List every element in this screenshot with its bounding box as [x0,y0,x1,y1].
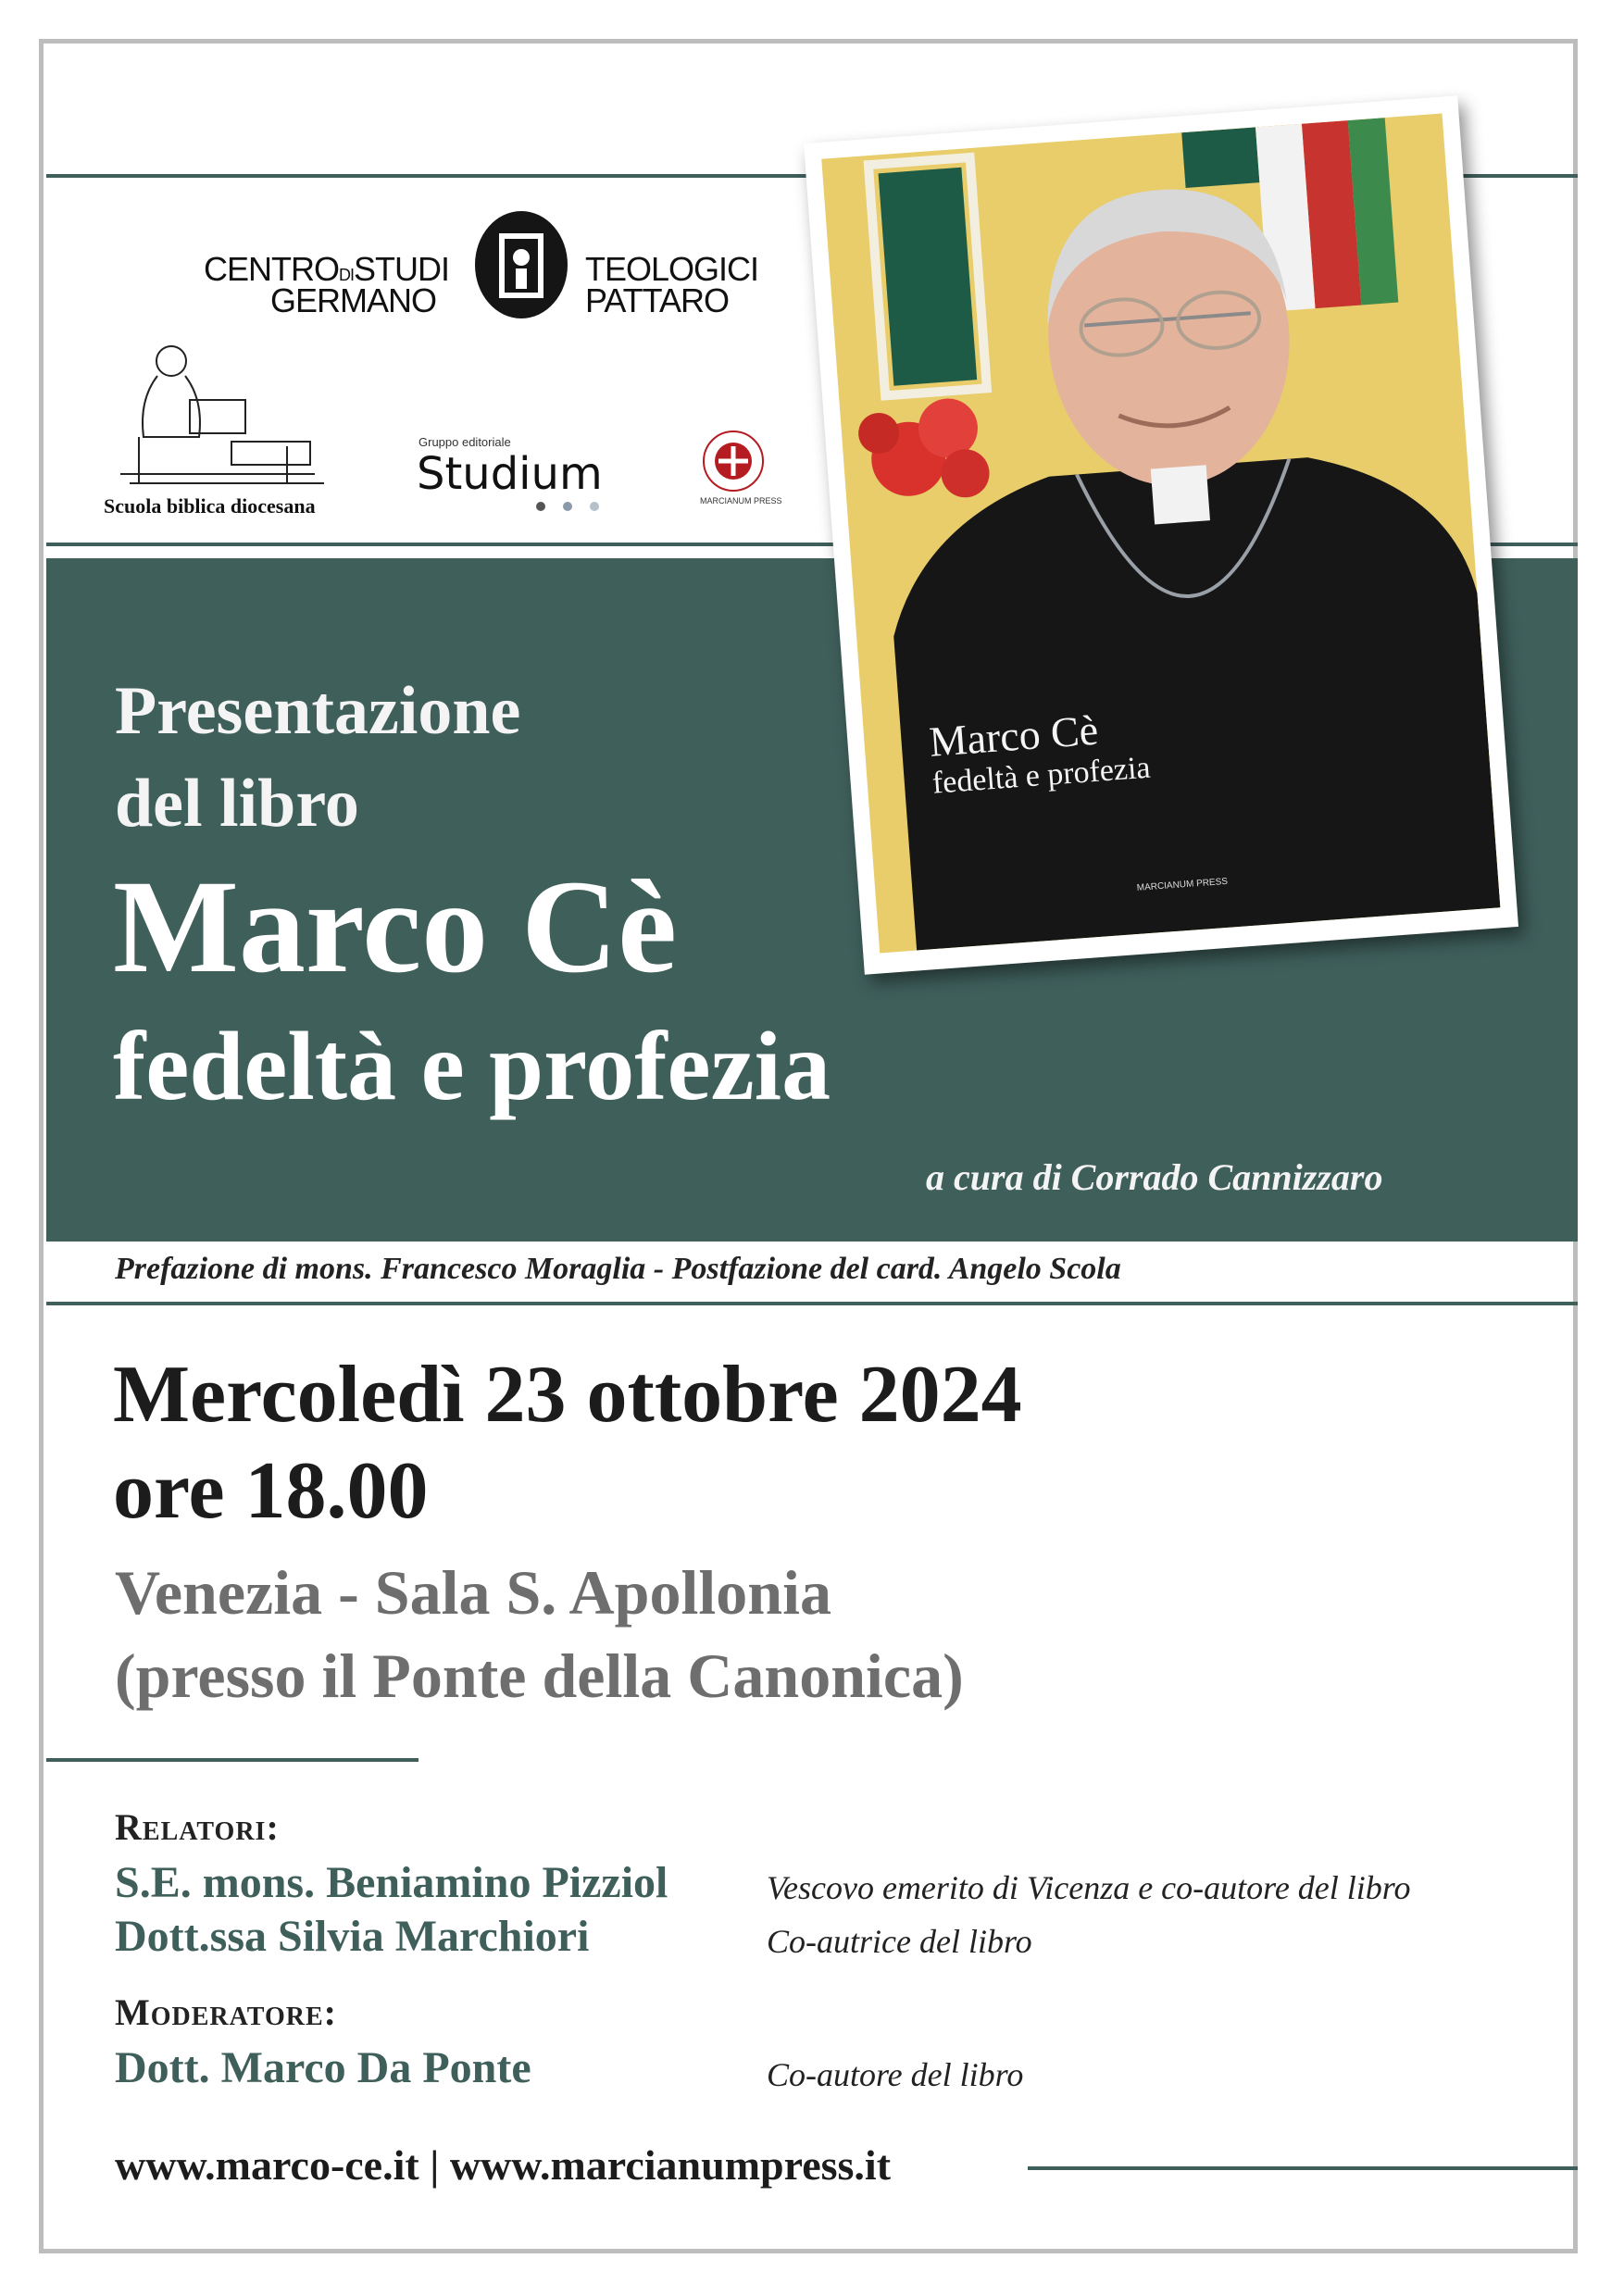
event-venue-note: (presso il Ponte della Canonica) [115,1641,964,1711]
book-cover-title: Marco Cè [927,705,1100,766]
cardinal-portrait-illustration [821,114,1500,954]
presentation-label: Presentazione [115,673,521,749]
footer-rule [1028,2166,1578,2170]
studium-logo: Studium [417,448,603,500]
book-cover-publisher: MARCIANUM PRESS [1136,876,1229,893]
speakers-heading: Relatori: [115,1806,280,1848]
scuola-label: Scuola biblica diocesana [104,494,316,518]
centro-emblem-icon [468,206,574,321]
moderator-heading: Moderatore: [115,1991,337,2033]
studium-dots-icon [535,500,609,513]
event-date: Mercoledì 23 ottobre 2024 [113,1350,1022,1440]
book-subtitle: fedeltà e profezia [113,1012,831,1120]
book-label: del libro [115,766,359,842]
speaker-name: Dott.ssa Silvia Marchiori [115,1912,590,1961]
centro-studi-logo: CENTRODISTUDI GERMANO TEOLOGICI PATTARO [204,206,778,326]
book-cover-photo [804,95,1518,974]
event-time: ore 18.00 [113,1446,429,1536]
preface-rule [46,1302,1578,1305]
moderator-name: Dott. Marco Da Ponte [115,2043,531,2092]
preface-credit: Prefazione di mons. Francesco Moraglia - Postfazione del card. Angelo Scola [115,1252,1121,1286]
speaker-name: S.E. mons. Beniamino Pizziol [115,1858,668,1907]
speaker-role: Co-autrice del libro [767,1923,1032,1960]
book-cover-image [821,114,1500,954]
editor-credit: a cura di Corrado Cannizzaro [926,1156,1383,1198]
moderator-role: Co-autore del libro [767,2056,1024,2093]
scuola-biblica-icon [102,335,352,493]
short-rule [46,1758,418,1762]
speaker-role: Vescovo emerito di Vicenza e co-autore del libro [767,1869,1411,1906]
marcianum-label: MARCIANUM PRESS [700,496,782,505]
book-cover-subtitle: fedeltà e profezia [931,750,1152,801]
event-venue: Venezia - Sala S. Apollonia [115,1557,831,1628]
website-links: www.marco-ce.it | www.marcianumpress.it [115,2141,892,2189]
book-title: Marco Cè [113,854,678,1001]
studium-caption: Gruppo editoriale [418,435,511,449]
